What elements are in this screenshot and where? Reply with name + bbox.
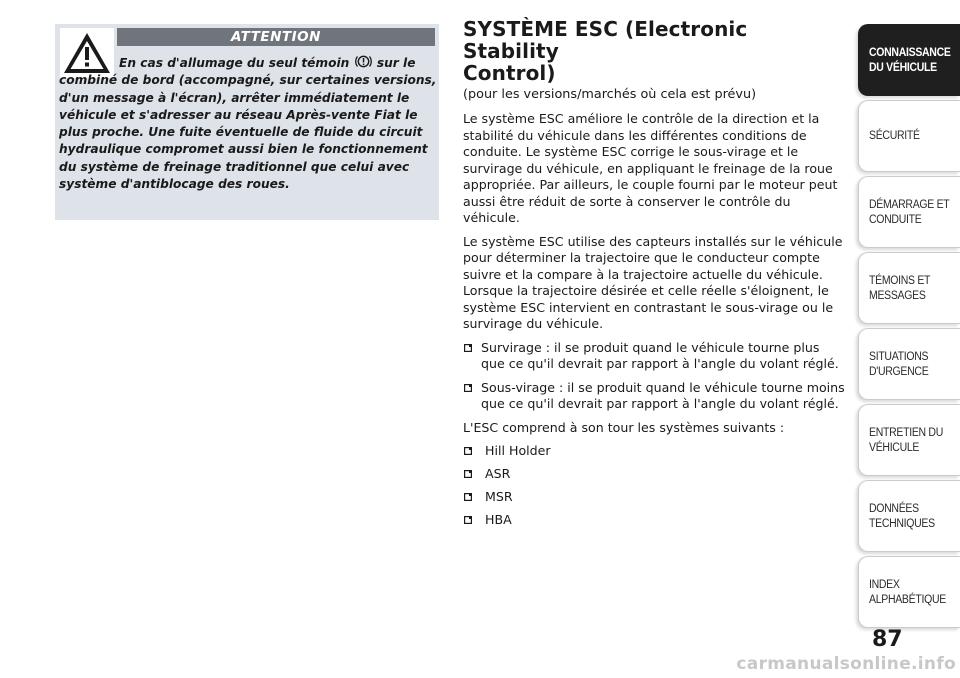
tab-temoins-et-messages[interactable] [858, 252, 960, 324]
bullet-understeer-text: Sous-virage : il se produit quand le véhicule tourne moins que ce qu'il devrait par rapport à l'angle du volant réglé. [481, 379, 845, 411]
attention-text-part1: En cas d'allumage du seul témoin [119, 56, 350, 70]
square-bullet-icon [464, 344, 472, 352]
paragraph-2: Le système ESC utilise des capteurs installés sur le véhicule pour déterminer la trajectoire que le conducteur compte suivre et la compare à la trajectoire actuelle du véhicule. Lorsque la trajectoire désirée et celle réelle s'éloignent, le système ESC intervient en contrastant le sous-virage ou le survirage du véhicule. [463, 233, 843, 331]
square-bullet-icon [464, 384, 472, 392]
system-item-label: MSR [485, 489, 513, 504]
square-bullet-icon [464, 493, 472, 501]
paragraph-3: L'ESC comprend à son tour les systèmes suivants : [463, 419, 785, 435]
section-title-line2: Control) [463, 61, 556, 85]
square-bullet-icon [464, 516, 472, 524]
system-item-label: Hill Holder [485, 443, 551, 458]
system-item-label: HBA [485, 512, 512, 527]
tab-entretien-du-vehicule[interactable] [858, 404, 960, 476]
tab-label: SITUATIONS D'URGENCE [869, 349, 929, 378]
system-item [463, 489, 847, 506]
page-number: 87 [872, 627, 903, 652]
section-title [463, 18, 847, 84]
system-item-label: ASR [485, 466, 511, 481]
tab-label: DÉMARRAGE ET CONDUITE [869, 197, 950, 226]
tab-label: ENTRETIEN DU VÉHICULE [869, 425, 943, 454]
attention-text [59, 54, 437, 193]
tab-label: SÉCURITÉ [869, 128, 920, 143]
system-item [463, 466, 847, 483]
paragraph-1: Le système ESC améliore le contrôle de la direction et la stabilité du véhicule dans les différentes conditions de conduite. Le système ESC corrige le sous-virage et le survirage du véhicule, en appliquant le freinage de la roue appropriée. Par ailleurs, le couple fourni par le moteur peut aussi être réduit de sorte à conserver le contrôle du véhicule. [463, 111, 838, 225]
system-item [463, 512, 847, 529]
tab-label: TÉMOINS ET MESSAGES [869, 273, 931, 302]
tab-securite[interactable] [858, 100, 960, 172]
section-subtitle: (pour les versions/marchés où cela est prévu) [463, 87, 757, 102]
bullet-oversteer-text: Survirage : il se produit quand le véhicule tourne plus que ce qu'il devrait par rapport à l'angle du volant réglé. [481, 339, 839, 371]
section-tabs [858, 0, 960, 678]
tab-connaissance-du-vehicule[interactable] [858, 24, 960, 96]
square-bullet-icon [464, 447, 472, 455]
tab-situations-d-urgence[interactable] [858, 328, 960, 400]
main-content [463, 18, 847, 535]
tab-demarrage-et-conduite[interactable] [858, 176, 960, 248]
bullet-oversteer [463, 340, 847, 373]
system-item [463, 443, 847, 460]
tab-label: INDEX ALPHABÉTIQUE [869, 577, 946, 606]
tab-label: DONNÉES TECHNIQUES [869, 501, 935, 530]
tab-label: CONNAISSANCE DU VÉHICULE [869, 45, 951, 74]
brake-warning-light-icon [355, 54, 372, 69]
tab-index-alphabetique[interactable] [858, 556, 960, 628]
section-title-line1: SYSTÈME ESC (Electronic Stability [463, 17, 748, 63]
bullet-understeer [463, 380, 847, 413]
square-bullet-icon [464, 470, 472, 478]
tab-donnees-techniques[interactable] [858, 480, 960, 552]
attention-text-part2: sur le combiné de bord (accompagné, sur certaines versions, d'un message à l'écran), arrêter immédiatement le véhicule et s'adresser au réseau Après-vente Fiat le plus proche. Une fuite éventuelle de fluide du circuit hydraulique compromet aussi bien le fonctionnement du système de freinage traditionnel que celui avec système d'antiblocage des roues. [59, 56, 437, 192]
attention-label: ATTENTION [117, 28, 435, 46]
watermark: carmanualsonline.info [736, 654, 956, 674]
attention-box [55, 24, 439, 220]
